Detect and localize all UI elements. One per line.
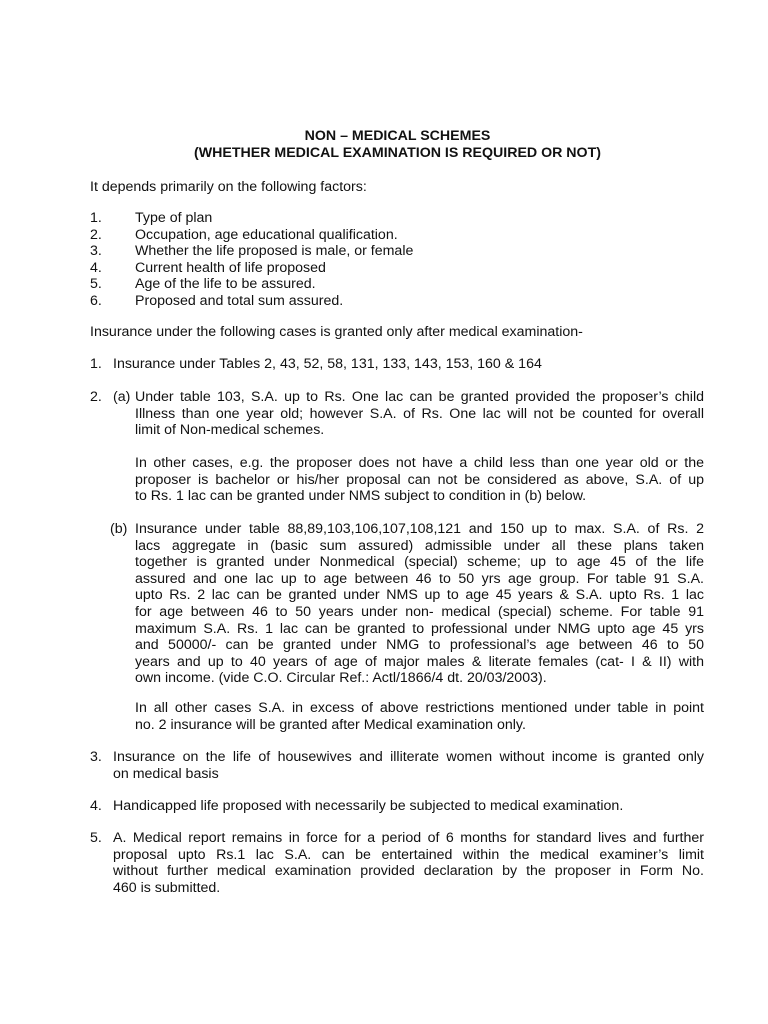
list-text: Type of plan [135, 210, 213, 226]
paragraph-line: 460 is submitted. [113, 879, 221, 896]
paragraph-line: assured and one lac up to age between 46 to 50 yrs age group. For table 91 S.A. [135, 570, 704, 587]
paragraph-line: no. 2 insurance will be granted after Medical examination only. [135, 716, 526, 733]
sub-label-a: (a) [113, 389, 131, 405]
paragraph-line: for age between 46 to 50 years under non- medical (special) scheme. For table 91 [135, 603, 704, 620]
sub-label-b: (b) [110, 521, 128, 537]
list-number: 5. [90, 276, 102, 293]
paragraph-line: years and up to 40 years of age of major males & literate females (cat- I & II) with [135, 653, 704, 670]
lead-text: Insurance under the following cases is granted only after medical examination- [90, 324, 583, 340]
point-number: 1. [90, 356, 102, 372]
point-number: 4. [90, 798, 102, 814]
list-number: 4. [90, 259, 102, 276]
list-number: 1. [90, 210, 102, 226]
paragraph-line: and 50000/- can be granted under NMG to professional’s age between 46 to 50 [135, 637, 704, 654]
paragraph-line: together is granted under Nonmedical (special) scheme; up to age 45 of the life [135, 554, 704, 571]
paragraph-line: Insurance on the life of housewives and illiterate women without income is granted only [113, 749, 704, 765]
point-number: 3. [90, 749, 102, 765]
paragraph-line: own income. (vide C.O. Circular Ref.: Actl/1866/4 dt. 20/03/2003). [135, 670, 547, 687]
paragraph-line: lacs aggregate in (basic sum assured) admissible under all these plans taken [135, 537, 704, 554]
list-text: Whether the life proposed is male, or female [135, 243, 414, 260]
paragraph-line: to Rs. 1 lac can be granted under NMS subject to condition in (b) below. [135, 488, 587, 505]
intro-text: It depends primarily on the following factors: [90, 179, 367, 195]
paragraph-line: without further medical examination provided declaration by the proposer in Form No. [113, 863, 704, 880]
list-text: Occupation, age educational qualification. [135, 226, 398, 243]
paragraph-line: upto Rs. 2 lac can be granted under NMS up to age 45 years & S.A. upto Rs. 1 lac [135, 587, 704, 604]
paragraph-line: limit of Non-medical schemes. [135, 422, 325, 439]
point-number: 2. [90, 389, 102, 405]
paragraph-line: In other cases, e.g. the proposer does not have a child less than one year old or the [135, 455, 704, 471]
list-text: Current health of life proposed [135, 259, 326, 276]
paragraph-line: Under table 103, S.A. up to Rs. One lac can be granted provided the proposer’s child [135, 389, 704, 405]
document-subtitle: (WHETHER MEDICAL EXAMINATION IS REQUIRED OR NOT) [194, 145, 601, 161]
paragraph-line: on medical basis [113, 765, 219, 782]
paragraph-line: proposal upto Rs.1 lac S.A. can be entertained within the medical examiner’s limit [113, 846, 704, 863]
point-number: 5. [90, 830, 102, 846]
paragraph-line: Insurance under table 88,89,103,106,107,108,121 and 150 up to max. S.A. of Rs. 2 [135, 521, 704, 537]
list-number: 6. [90, 292, 102, 309]
paragraph-line: Illness than one year old; however S.A. of Rs. One lac will not be counted for overall [135, 405, 704, 422]
paragraph-line: maximum S.A. Rs. 1 lac can be granted to professional under NMG upto age 45 yrs [135, 620, 704, 637]
list-number: 2. [90, 226, 102, 243]
list-text: Proposed and total sum assured. [135, 292, 344, 309]
paragraph-line: In all other cases S.A. in excess of above restrictions mentioned under table in point [135, 700, 704, 716]
document-title: NON – MEDICAL SCHEMES [304, 128, 491, 144]
list-text: Age of the life to be assured. [135, 276, 316, 293]
point-text: Handicapped life proposed with necessarily be subjected to medical examination. [113, 798, 624, 814]
list-number: 3. [90, 243, 102, 260]
point-text: Insurance under Tables 2, 43, 52, 58, 131, 133, 143, 153, 160 & 164 [113, 356, 542, 372]
paragraph-line: A. Medical report remains in force for a period of 6 months for standard lives and further [113, 830, 704, 846]
paragraph-line: proposer is bachelor or his/her proposal can not be considered as above, S.A. of up [135, 471, 704, 488]
